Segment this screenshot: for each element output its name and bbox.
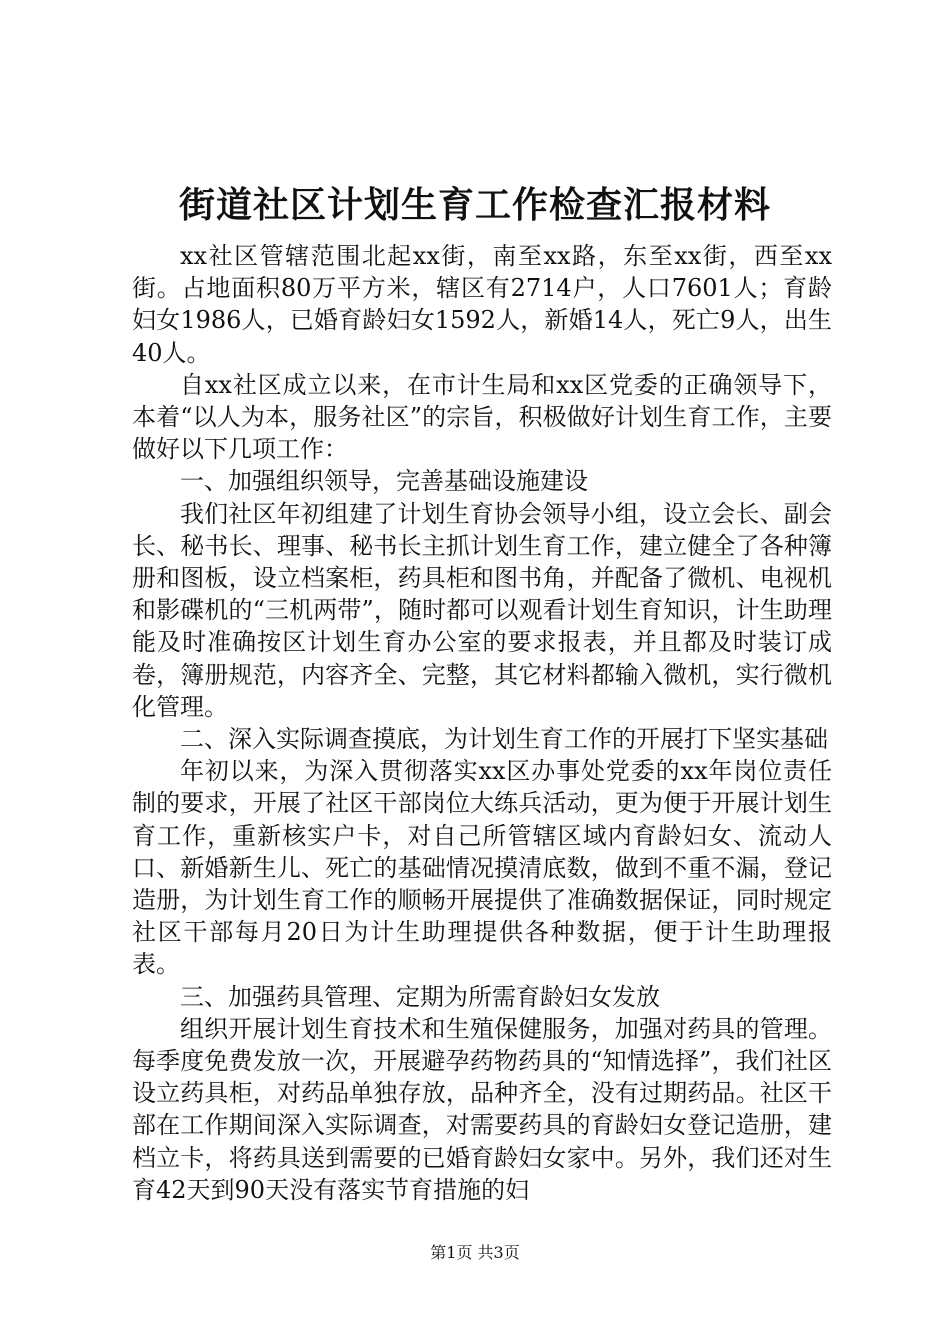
paragraph-overview: xx社区管辖范围北起xx街，南至xx路，东至xx街，西至xx街。占地面积80万平方米，辖区有2714户，人口7601人；育龄妇女1986人，已婚育龄妇女1592人，新婚14人，死亡9人，出生40人。 [132, 242, 832, 367]
section-heading-3: 三、加强药具管理、定期为所需育龄妇女发放 [180, 982, 660, 1011]
document-title: 街道社区计划生育工作检查汇报材料 [178, 184, 771, 226]
paragraph-intro: 自xx社区成立以来，在市计生局和xx区党委的正确领导下，本着“以人为本，服务社区”的宗旨，积极做好计划生育工作，主要做好以下几项工作： [132, 370, 832, 464]
paragraph-section-1: 我们社区年初组建了计划生育协会领导小组，设立会长、副会长、秘书长、理事、秘书长主抓计划生育工作，建立健全了各种簿册和图板，设立档案柜，药具柜和图书角，并配备了微机、电视机和影碟机的“三机两带”，随时都可以观看计划生育知识，计生助理能及时准确按区计划生育办公室的要求报表，并且都及时装订成卷，簿册规范，内容齐全、完整，其它材料都输入微机，实行微机化管理。 [132, 499, 832, 721]
section-heading-1: 一、加强组织领导，完善基础设施建设 [180, 467, 588, 496]
paragraph-section-3: 组织开展计划生育技术和生殖保健服务，加强对药具的管理。每季度免费发放一次，开展避孕药物药具的“知情选择”，我们社区设立药具柜，对药品单独存放，品种齐全，没有过期药品。社区干部在工作期间深入实际调查，对需要药具的育龄妇女登记造册，建档立卡，将药具送到需要的已婚育龄妇女家中。另外，我们还对生育42天到90天没有落实节育措施的妇 [132, 1014, 832, 1204]
paragraph-section-2: 年初以来，为深入贯彻落实xx区办事处党委的xx年岗位责任制的要求，开展了社区干部岗位大练兵活动，更为便于开展计划生育工作，重新核实户卡，对自己所管辖区域内育龄妇女、流动人口、新婚新生儿、死亡的基础情况摸清底数，做到不重不漏，登记造册，为计划生育工作的顺畅开展提供了准确数据保证，同时规定社区干部每月20日为计生助理提供各种数据，便于计生助理报表。 [132, 757, 832, 979]
section-heading-2: 二、深入实际调查摸底，为计划生育工作的开展打下坚实基础 [180, 725, 828, 754]
document-body [132, 240, 832, 1206]
page-number-footer: 第1页 共3页 [430, 1243, 520, 1262]
